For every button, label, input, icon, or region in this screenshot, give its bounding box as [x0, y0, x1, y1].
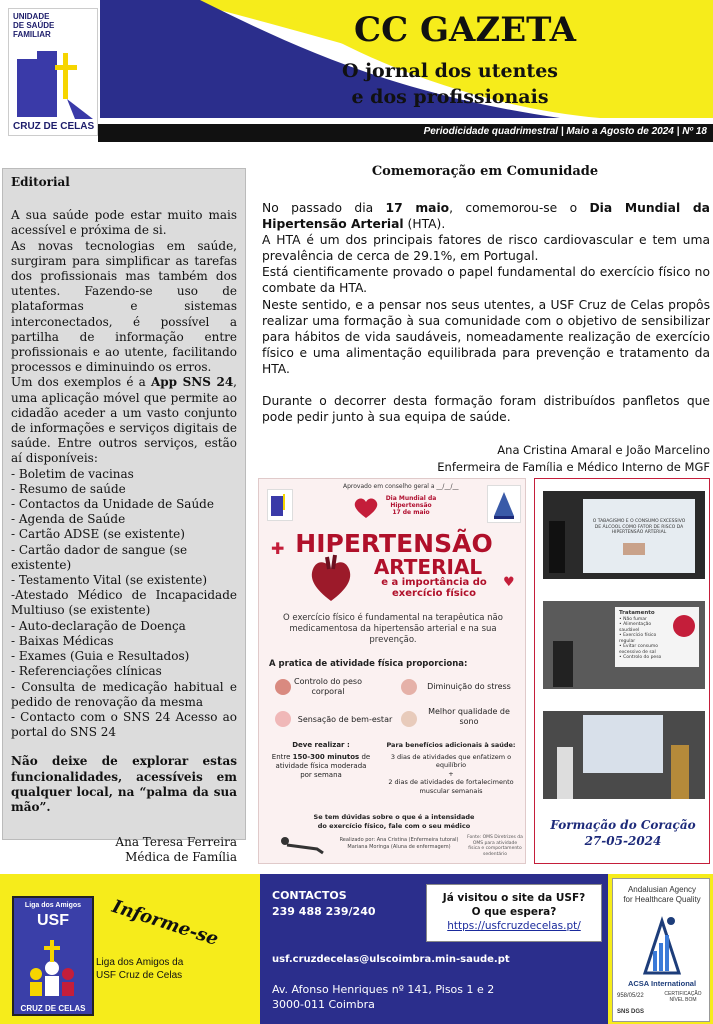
- footer: [0, 874, 713, 1024]
- article-paragraph: Está cientificamente provado o papel fundamental do exercício físico no combate da HTA.: [262, 265, 710, 296]
- sleep-icon: [401, 711, 417, 727]
- exercise-icon: [277, 833, 327, 855]
- article-signature: Ana Cristina Amaral e João Marcelino Enfermeira de Família e Médico Interno de MGF: [437, 443, 710, 474]
- list-item: - Cartão ADSE (se existente): [11, 527, 185, 542]
- event-photos: [534, 478, 710, 864]
- heart-icon: [353, 497, 379, 519]
- additional-benefits: Para benefícios adicionais à saúde: 3 dias de atividades que enfatizem o equilíbrio + 2 dias de atividades de fortalecimento muscular semanais: [386, 741, 516, 795]
- projector-screen: Tratamento • Não fumar • Alimentação saudável • Exercício físico regular • Evitar consumo excessivo de sal • Controlo do peso: [615, 607, 699, 667]
- benefit-item: Melhor qualidade de sono: [428, 707, 510, 726]
- logo-text: UNIDADE DE SAÚDE FAMILIAR: [13, 12, 55, 39]
- list-item: - Referenciações clínicas: [11, 664, 162, 679]
- editorial-box: [2, 168, 246, 865]
- projector-screen: O TABAGISMO E O CONSUMO EXCESSIVO DE ÁLCOOL COMO FATOR DE RISCO DA HIPERTENSÃO ARTERIAL: [583, 499, 695, 573]
- editorial-paragraph: Um dos exemplos é a App SNS 24, uma aplicação móvel que permite ao cidadão aceder a um vasto conjunto de informações e serviços digitais de saúde. Entre outros serviços, estão aí disponíveis:: [11, 375, 237, 466]
- website-box: Já visitou o site da USF? O que espera? https://usfcruzdecelas.pt/: [426, 884, 602, 942]
- header: [0, 0, 713, 137]
- app-name: App SNS 24: [150, 375, 234, 390]
- article-paragraph: Durante o decorrer desta formação foram distribuídos panfletos que pode pedir junto à sua equipa de saúde.: [262, 394, 710, 425]
- liga-label: Liga dos Amigos da USF Cruz de Celas: [96, 957, 184, 981]
- poster-title-2: ARTERIAL: [373, 555, 483, 579]
- email-address[interactable]: usf.cruzdecelas@ulscoimbra.min-saude.pt: [272, 954, 510, 965]
- article-paragraph: No passado dia 17 maio, comemorou-se o Dia Mundial da Hipertensão Arterial (HTA).: [262, 201, 710, 232]
- poster-advice: Se tem dúvidas sobre o que é a intensidade do exercício físico, fale com o seu médico: [313, 813, 475, 830]
- issue-info: Periodicidade quadrimestral | Maio a Agosto de 2024 | Nº 18: [423, 126, 707, 137]
- phone-number[interactable]: 239 488 239/240: [272, 905, 376, 918]
- list-item: -Atestado Médico de Incapacidade Multiuso (se existente): [11, 588, 237, 618]
- smile-icon: [275, 711, 291, 727]
- services-list: [11, 467, 237, 741]
- list-item: - Contactos da Unidade de Saúde: [11, 497, 214, 512]
- acsa-certification: Andalusian Agency for Healthcare Quality ACSA International 958/05/22 CERTIFICAÇÃO NÍVEL BOM SNS DGS: [612, 878, 710, 1022]
- list-item: - Contacto com o SNS 24 Acesso ao portal do SNS 24: [11, 709, 237, 740]
- article-title: Comemoração em Comunidade: [371, 164, 599, 179]
- people-icon: [24, 938, 82, 998]
- poster-subtitle: e a importância do exercício físico: [381, 577, 487, 599]
- postal-address: Av. Afonso Henriques nº 141, Pisos 1 e 2 3000-011 Coimbra: [272, 983, 495, 1011]
- informe-se-heading: Informe-se: [109, 896, 221, 951]
- medical-cross-icon: ✚: [271, 539, 285, 558]
- editorial-title: Editorial: [11, 175, 70, 189]
- newspaper-subtitle: O jornal dos utentes e dos profissionais: [341, 60, 558, 108]
- editorial-paragraph: A sua saúde pode estar muito mais acessível e próxima de si.: [11, 208, 237, 238]
- small-heart-icon: ♥: [503, 575, 515, 590]
- list-item: - Agenda de Saúde: [11, 512, 126, 527]
- benefit-item: Controlo do peso corporal: [294, 677, 362, 696]
- editorial-signature: Ana Teresa Ferreira Médica de Família: [115, 835, 237, 865]
- article-paragraph: A HTA é um dos principais fatores de risco cardiovascular e tem uma prevalência de cerca de 29.1%, em Portugal.: [262, 233, 710, 264]
- projector-screen: [583, 715, 663, 773]
- world-day-label: Dia Mundial da Hipertensão 17 de maio: [385, 495, 437, 516]
- usf-logo: [8, 8, 98, 136]
- acsa-logo-icon: [641, 913, 683, 977]
- list-item: - Auto-declaração de Doença: [11, 618, 186, 633]
- partner-logo: [487, 485, 521, 523]
- contacts: CONTACTOS 239 488 239/240: [272, 889, 376, 918]
- benefit-item: Sensação de bem-estar: [297, 715, 393, 724]
- poster-benefits-title: A pratica de atividade física proporciona:: [269, 659, 468, 669]
- event-photo: [543, 601, 705, 689]
- website-link[interactable]: https://usfcruzdecelas.pt/: [447, 920, 581, 932]
- logo-name: CRUZ DE CELAS: [13, 121, 95, 132]
- cross-logo-icon: [15, 49, 93, 119]
- benefit-item: Diminuição do stress: [427, 682, 511, 691]
- newspaper-title: CC GAZETA: [354, 10, 576, 50]
- poster-credits: Realizado por: Ana Cristina (Enfermeira tutoral) Mariana Moringa (Aluna de enfermagem): [339, 837, 459, 850]
- poster-source: Fonte: OMS Diretrizes da OMS para atividade física e comportamento sedentário: [467, 835, 523, 857]
- recommendation-box: Deve realizar : Entre 150-300 minutos de atividade física moderada por semana: [271, 741, 371, 779]
- event-photo: [543, 491, 705, 579]
- issue-bar: [98, 124, 713, 142]
- editorial-paragraph: As novas tecnologias em saúde, surgiram para simplificar as tarefas dos profissionais mas também dos utentes. Fazendo-se uso de plataformas e sistemas interconectados, é possível a partilha de informação entre profissionais e ao utente, facilitando processos e diminuindo os erros.: [11, 238, 237, 375]
- poster-title: HIPERTENSÃO: [295, 529, 493, 558]
- article-paragraph: Neste sentido, e a pensar nos seus utentes, a USF Cruz de Celas propôs realizar uma formação à sua comunidade com o objetivo de sensibilizar para hábitos de vida saudáveis, nomeadamente realização de exercício físico e uma alimentação equilibrada para prevenção e tratamento da HTA.: [262, 297, 710, 376]
- scale-icon: [275, 679, 291, 695]
- liga-logo: Liga dos Amigos USF CRUZ DE CELAS: [12, 896, 94, 1016]
- list-item: - Consulta de medicação habitual e pedido de renovação da mesma: [11, 679, 237, 709]
- list-item: - Exames (Guia e Resultados): [11, 649, 190, 664]
- contacts-panel: [260, 874, 608, 1024]
- poster-intro: O exercício físico é fundamental na terapêutica não medicamentosa da hipertensão arterial e na sua prevenção.: [283, 613, 503, 645]
- list-item: - Testamento Vital (se existente): [11, 573, 208, 588]
- photo-caption: Formação do Coração 27-05-2024: [550, 818, 696, 848]
- article-body: [262, 200, 710, 425]
- usf-logo-small: [267, 489, 293, 521]
- hypertension-poster: [258, 478, 526, 864]
- list-item: - Cartão dador de sangue (se existente): [11, 542, 188, 572]
- editorial-closing: Não deixe de explorar estas funcionalidades, acessíveis em qualquer local, na “palma da sua mão”.: [11, 754, 237, 814]
- event-photo: [543, 711, 705, 799]
- list-item: - Boletim de vacinas: [11, 466, 134, 481]
- stress-icon: [401, 679, 417, 695]
- list-item: - Baixas Médicas: [11, 633, 114, 648]
- poster-approval: Aprovado em conselho geral a __/__/__: [343, 483, 459, 490]
- list-item: - Resumo de saúde: [11, 481, 126, 496]
